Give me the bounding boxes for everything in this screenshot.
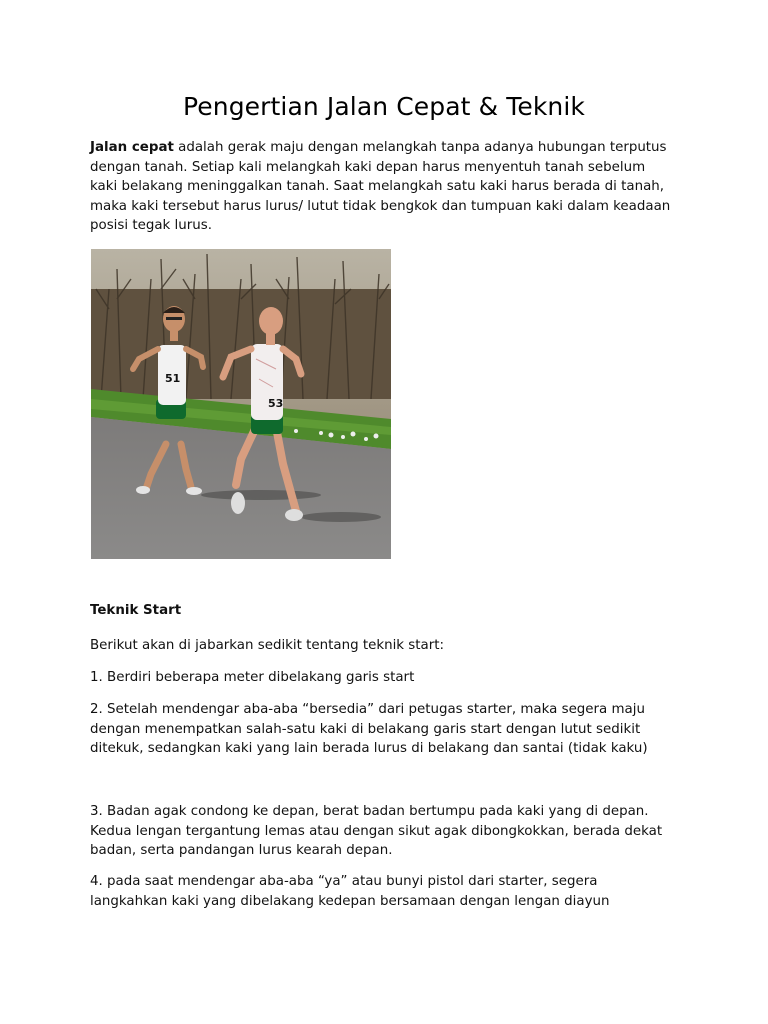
race-walkers-photo <box>91 249 391 559</box>
bib-number-2: 53 <box>268 397 284 410</box>
step-2: 2. Setelah mendengar aba-aba “bersedia” dari petugas starter, maka segera maju dengan menempatkan salah-satu kaki di belakang garis start dengan lutut sedikit ditekuk, sedangkan kaki yang lain berada lurus di belakang dan santai (tidak kaku) <box>90 702 648 756</box>
section-heading: Teknik Start <box>90 603 182 618</box>
step-3: 3. Badan agak condong ke depan, berat badan bertumpu pada kaki yang di depan. Kedua lengan tergantung lemas atau dengan sikut agak dibongkokkan, berada dekat badan, serta pandangan lurus kearah depan. <box>90 804 663 858</box>
lead-paragraph: Berikut akan di jabarkan sedikit tentang teknik start: <box>90 638 444 653</box>
step-1: 1. Berdiri beberapa meter dibelakang garis start <box>90 670 415 685</box>
page-title: Pengertian Jalan Cepat & Teknik <box>182 92 585 121</box>
intro-term: Jalan cepat <box>90 140 174 155</box>
intro-text: adalah gerak maju dengan melangkah tanpa adanya hubungan terputus dengan tanah. Setiap kali melangkah kaki depan harus menyentuh tanah sebelum kaki belakang meninggalkan tanah. Saat melangkah satu kaki harus berada di tanah, maka kaki tersebut harus lurus/ lutut tidak bengkok dan tumpuan kaki dalam keadaan posisi tegak lurus. <box>90 140 671 233</box>
bib-number-1: 51 <box>165 372 181 385</box>
intro-paragraph <box>90 138 675 236</box>
step-4: 4. pada saat mendengar aba-aba “ya” atau bunyi pistol dari starter, segera langkahkan kaki yang dibelakang kedepan bersamaan dengan lengan diayun <box>90 874 610 909</box>
